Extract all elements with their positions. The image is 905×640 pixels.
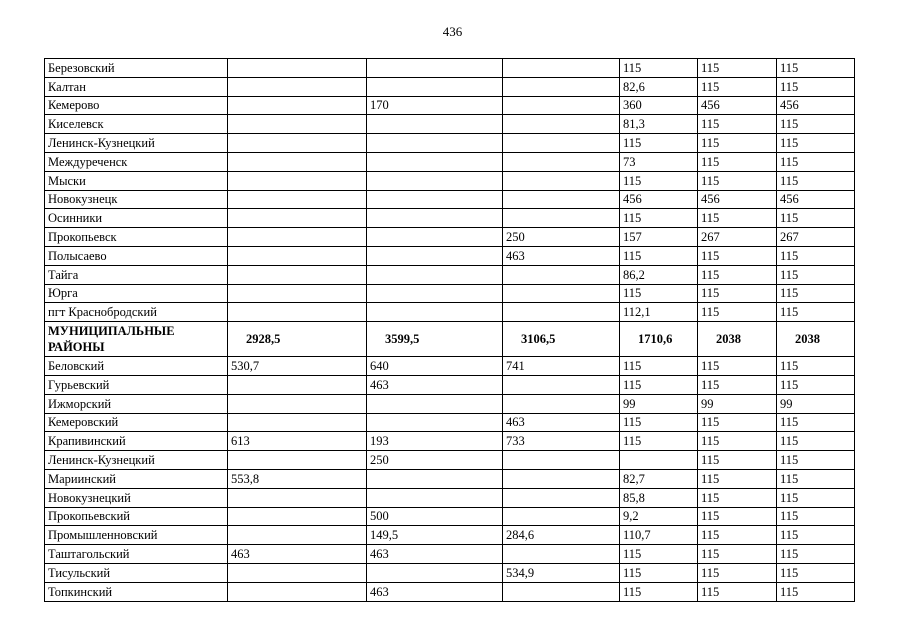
value-cell-5: 2038 [698,322,777,357]
value-cell-4: 360 [620,96,698,115]
value-cell-1 [228,303,367,322]
value-cell-1 [228,96,367,115]
table-row [45,432,855,451]
page-number: 436 [442,24,463,39]
value-cell-6: 115 [777,134,855,153]
value-cell-3 [503,394,620,413]
row-name-cell: Крапивинский [45,432,228,451]
value-cell-4: 115 [620,284,698,303]
data-table [44,58,855,602]
value-cell-6: 115 [777,526,855,545]
row-name-cell: Междуреченск [45,152,228,171]
value-cell-4: 157 [620,228,698,247]
value-cell-6: 115 [777,59,855,78]
value-cell-2 [367,134,503,153]
value-cell-1 [228,582,367,601]
value-cell-5: 115 [698,209,777,228]
value-cell-6: 115 [777,209,855,228]
value-cell-2: 463 [367,582,503,601]
value-cell-2 [367,563,503,582]
value-cell-5: 456 [698,190,777,209]
row-name-cell: Полысаево [45,246,228,265]
value-cell-4: 85,8 [620,488,698,507]
value-cell-5: 115 [698,265,777,284]
value-cell-6: 2038 [777,322,855,357]
table-body [45,59,855,602]
value-cell-4: 115 [620,246,698,265]
value-cell-6: 115 [777,77,855,96]
table-row [45,507,855,526]
value-cell-3: 534,9 [503,563,620,582]
value-cell-4: 82,6 [620,77,698,96]
row-name-cell: Топкинский [45,582,228,601]
table-row [45,469,855,488]
value-cell-6: 115 [777,469,855,488]
value-cell-4: 99 [620,394,698,413]
value-cell-4: 81,3 [620,115,698,134]
value-cell-2 [367,284,503,303]
value-cell-3: 250 [503,228,620,247]
row-name-cell: Юрга [45,284,228,303]
table-row [45,228,855,247]
value-cell-3 [503,134,620,153]
value-cell-1 [228,190,367,209]
value-cell-1 [228,171,367,190]
row-name-cell: Прокопьевск [45,228,228,247]
value-cell-4: 115 [620,582,698,601]
row-name-cell: Ленинск-Кузнецкий [45,134,228,153]
value-cell-1 [228,394,367,413]
value-cell-3 [503,209,620,228]
value-cell-2 [367,488,503,507]
row-name-cell: Мариинский [45,469,228,488]
value-cell-2: 149,5 [367,526,503,545]
value-cell-6: 456 [777,96,855,115]
table-row [45,357,855,376]
table-row [45,488,855,507]
table-row [45,284,855,303]
value-cell-1: 463 [228,545,367,564]
row-name-cell: Промышленновский [45,526,228,545]
value-cell-2: 3599,5 [367,322,503,357]
value-cell-1 [228,152,367,171]
value-cell-6: 99 [777,394,855,413]
table-row [45,413,855,432]
table-row [45,152,855,171]
value-cell-4: 115 [620,209,698,228]
value-cell-4: 115 [620,375,698,394]
value-cell-1 [228,563,367,582]
value-cell-6: 115 [777,413,855,432]
value-cell-5: 115 [698,284,777,303]
value-cell-6: 115 [777,545,855,564]
value-cell-4: 115 [620,545,698,564]
value-cell-1 [228,507,367,526]
value-cell-5: 115 [698,357,777,376]
row-name-cell: Тисульский [45,563,228,582]
value-cell-3 [503,469,620,488]
value-cell-3 [503,284,620,303]
value-cell-5: 115 [698,469,777,488]
value-cell-4: 9,2 [620,507,698,526]
value-cell-6: 115 [777,303,855,322]
value-cell-3: 741 [503,357,620,376]
value-cell-5: 115 [698,545,777,564]
value-cell-5: 115 [698,115,777,134]
table-row [45,375,855,394]
value-cell-5: 115 [698,171,777,190]
row-name-cell: Новокузнецкий [45,488,228,507]
value-cell-3 [503,303,620,322]
value-cell-5: 115 [698,413,777,432]
row-name-cell: Березовский [45,59,228,78]
value-cell-1 [228,77,367,96]
value-cell-5: 115 [698,152,777,171]
row-name-cell: Ижморский [45,394,228,413]
table-row [45,451,855,470]
value-cell-5: 99 [698,394,777,413]
value-cell-6: 115 [777,265,855,284]
row-name-cell: Гурьевский [45,375,228,394]
value-cell-2 [367,152,503,171]
table-row [45,115,855,134]
value-cell-6: 115 [777,451,855,470]
value-cell-1 [228,134,367,153]
value-cell-3 [503,77,620,96]
value-cell-5: 115 [698,375,777,394]
row-name-cell: пгт Краснобродский [45,303,228,322]
value-cell-1 [228,209,367,228]
value-cell-2 [367,115,503,134]
value-cell-1: 613 [228,432,367,451]
value-cell-5: 115 [698,582,777,601]
value-cell-4: 115 [620,171,698,190]
value-cell-6: 115 [777,375,855,394]
value-cell-6: 115 [777,582,855,601]
value-cell-1 [228,265,367,284]
value-cell-4: 112,1 [620,303,698,322]
table-row [45,96,855,115]
value-cell-1: 530,7 [228,357,367,376]
value-cell-2: 170 [367,96,503,115]
value-cell-2 [367,190,503,209]
value-cell-2: 250 [367,451,503,470]
value-cell-6: 115 [777,488,855,507]
value-cell-3 [503,96,620,115]
value-cell-6: 115 [777,563,855,582]
value-cell-2 [367,303,503,322]
table-row [45,303,855,322]
value-cell-4 [620,451,698,470]
table-row [45,134,855,153]
value-cell-1: 2928,5 [228,322,367,357]
table-row [45,77,855,96]
value-cell-3: 463 [503,413,620,432]
value-cell-5: 115 [698,246,777,265]
value-cell-1 [228,115,367,134]
row-name-cell: Кемеровский [45,413,228,432]
value-cell-5: 115 [698,563,777,582]
value-cell-2 [367,394,503,413]
value-cell-6: 115 [777,171,855,190]
value-cell-4: 456 [620,190,698,209]
value-cell-3 [503,507,620,526]
value-cell-6: 115 [777,246,855,265]
value-cell-2 [367,469,503,488]
row-name-cell: Таштагольский [45,545,228,564]
row-name-cell: Тайга [45,265,228,284]
table-row [45,394,855,413]
value-cell-3: 463 [503,246,620,265]
value-cell-3 [503,190,620,209]
value-cell-3 [503,451,620,470]
row-name-cell: Кемерово [45,96,228,115]
row-name-cell: МУНИЦИПАЛЬНЫЕ РАЙОНЫ [45,322,228,357]
value-cell-5: 115 [698,303,777,322]
value-cell-5: 456 [698,96,777,115]
value-cell-4: 115 [620,357,698,376]
value-cell-3 [503,375,620,394]
value-cell-6: 115 [777,357,855,376]
value-cell-3 [503,488,620,507]
table-row [45,563,855,582]
value-cell-3: 3106,5 [503,322,620,357]
value-cell-2: 463 [367,545,503,564]
value-cell-2 [367,413,503,432]
table-row [45,171,855,190]
value-cell-3: 284,6 [503,526,620,545]
value-cell-4: 110,7 [620,526,698,545]
value-cell-5: 115 [698,134,777,153]
value-cell-1 [228,451,367,470]
row-name-cell: Киселевск [45,115,228,134]
value-cell-5: 115 [698,432,777,451]
row-name-cell: Калтан [45,77,228,96]
value-cell-5: 115 [698,77,777,96]
table-row-section-header [45,322,855,357]
value-cell-6: 115 [777,432,855,451]
value-cell-5: 267 [698,228,777,247]
value-cell-2 [367,246,503,265]
value-cell-3 [503,152,620,171]
table-row [45,190,855,209]
value-cell-2 [367,171,503,190]
value-cell-2 [367,228,503,247]
table-row [45,265,855,284]
table-row [45,209,855,228]
value-cell-3 [503,171,620,190]
value-cell-1 [228,284,367,303]
value-cell-3 [503,545,620,564]
value-cell-6: 267 [777,228,855,247]
row-name-cell: Беловский [45,357,228,376]
table-row [45,526,855,545]
value-cell-1 [228,59,367,78]
value-cell-3 [503,59,620,78]
value-cell-2 [367,265,503,284]
value-cell-5: 115 [698,526,777,545]
value-cell-2: 500 [367,507,503,526]
value-cell-3 [503,265,620,284]
value-cell-4: 115 [620,413,698,432]
table-row [45,59,855,78]
value-cell-5: 115 [698,507,777,526]
value-cell-2: 463 [367,375,503,394]
row-name-cell: Осинники [45,209,228,228]
value-cell-4: 115 [620,59,698,78]
value-cell-1 [228,228,367,247]
row-name-cell: Прокопьевский [45,507,228,526]
value-cell-1 [228,246,367,265]
value-cell-3 [503,115,620,134]
row-name-cell: Ленинск-Кузнецкий [45,451,228,470]
value-cell-4: 115 [620,134,698,153]
value-cell-1: 553,8 [228,469,367,488]
value-cell-2 [367,59,503,78]
value-cell-4: 115 [620,563,698,582]
value-cell-1 [228,488,367,507]
value-cell-2 [367,77,503,96]
value-cell-2 [367,209,503,228]
value-cell-1 [228,526,367,545]
value-cell-1 [228,375,367,394]
value-cell-4: 86,2 [620,265,698,284]
value-cell-3: 733 [503,432,620,451]
value-cell-2: 640 [367,357,503,376]
row-name-cell: Новокузнецк [45,190,228,209]
value-cell-1 [228,413,367,432]
value-cell-6: 115 [777,284,855,303]
row-name-cell: Мыски [45,171,228,190]
value-cell-6: 115 [777,152,855,171]
value-cell-5: 115 [698,59,777,78]
value-cell-6: 115 [777,115,855,134]
value-cell-4: 1710,6 [620,322,698,357]
value-cell-2: 193 [367,432,503,451]
value-cell-5: 115 [698,451,777,470]
value-cell-4: 115 [620,432,698,451]
value-cell-6: 456 [777,190,855,209]
value-cell-4: 82,7 [620,469,698,488]
value-cell-6: 115 [777,507,855,526]
value-cell-4: 73 [620,152,698,171]
table-row [45,545,855,564]
table-row [45,246,855,265]
value-cell-3 [503,582,620,601]
value-cell-5: 115 [698,488,777,507]
table-row [45,582,855,601]
